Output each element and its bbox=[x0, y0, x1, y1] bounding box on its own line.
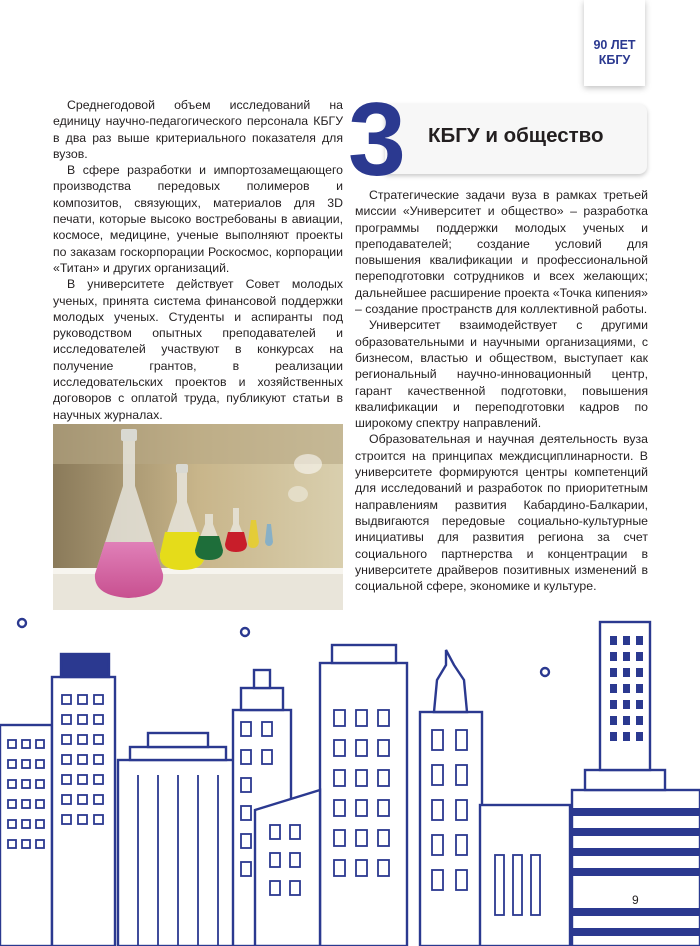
page-number: 9 bbox=[632, 893, 639, 907]
anniversary-badge bbox=[584, 0, 645, 86]
city-skyline-illustration bbox=[0, 600, 700, 946]
left-paragraph-1: Среднегодовой объем исследований на единицу научно-педагогического персонала КБГУ в два раз выше критериального показателя для вузов. bbox=[53, 98, 343, 161]
right-paragraph-3: Образовательная и научная деятельность вуза строится на принципах междисциплинарности. В университете формируются центры компетенций для исследований и разработок по приоритетным направлениям развития Кабардино-Балкарии, выдвигаются передовые социально-культурные инициативы для развития региона за счет социального партнерства и концентрации в университете драйверов позитивных изменений в социальной сфере, экономике и культуре. bbox=[355, 432, 648, 594]
badge-line-2: КБГУ bbox=[598, 53, 631, 67]
section-number: 3 bbox=[348, 82, 406, 198]
right-paragraph-2: Университет взаимодействует с другими образовательными и научными организациями, с бизнесом, властью и обществом, выступает как региональный научно-инновационный центр, гарант качественной подготовки, повышения квалификации и переподготовки кадров по широкому спектру направлений. bbox=[355, 318, 648, 431]
badge-line-1: 90 ЛЕТ bbox=[593, 38, 636, 52]
right-paragraph-1: Стратегические задачи вуза в рамках третьей миссии «Университет и общество» – разработка программы поддержки молодых ученых и преподавателей; создание условий для повышения квалификации и профессиональной переподготовки сотрудников и всех желающих; дальнейшее расширение проекта «Точка кипения» – создание пространств для коллективной работы. bbox=[355, 188, 648, 317]
right-text-column bbox=[355, 187, 648, 594]
section-title: КБГУ и общество bbox=[428, 124, 604, 147]
anniversary-badge-text bbox=[584, 38, 645, 68]
left-paragraph-3: В университете действует Совет молодых ученых, принята система финансовой поддержки молодых ученых. Студенты и аспиранты под руководством опытных преподавателей и исследователей участвуют в конкурсах на получение грантов, в реализации исследовательских проектов и хозяйственных договоров с оплатой труда, публикуют статьи в научных журналах. bbox=[53, 277, 343, 422]
left-text-column bbox=[53, 97, 343, 423]
left-paragraph-2: В сфере разработки и импортозамещающего производства передовых полимеров и композитов, связующих, материалов для 3D печати, которые высоко востребованы в авиации, космосе, медицине, ученые выполняют проекты по заказам госкорпорации Роскосмос, корпорации «Титан» и других организаций. bbox=[53, 163, 343, 275]
lab-flasks-photo bbox=[53, 424, 343, 610]
